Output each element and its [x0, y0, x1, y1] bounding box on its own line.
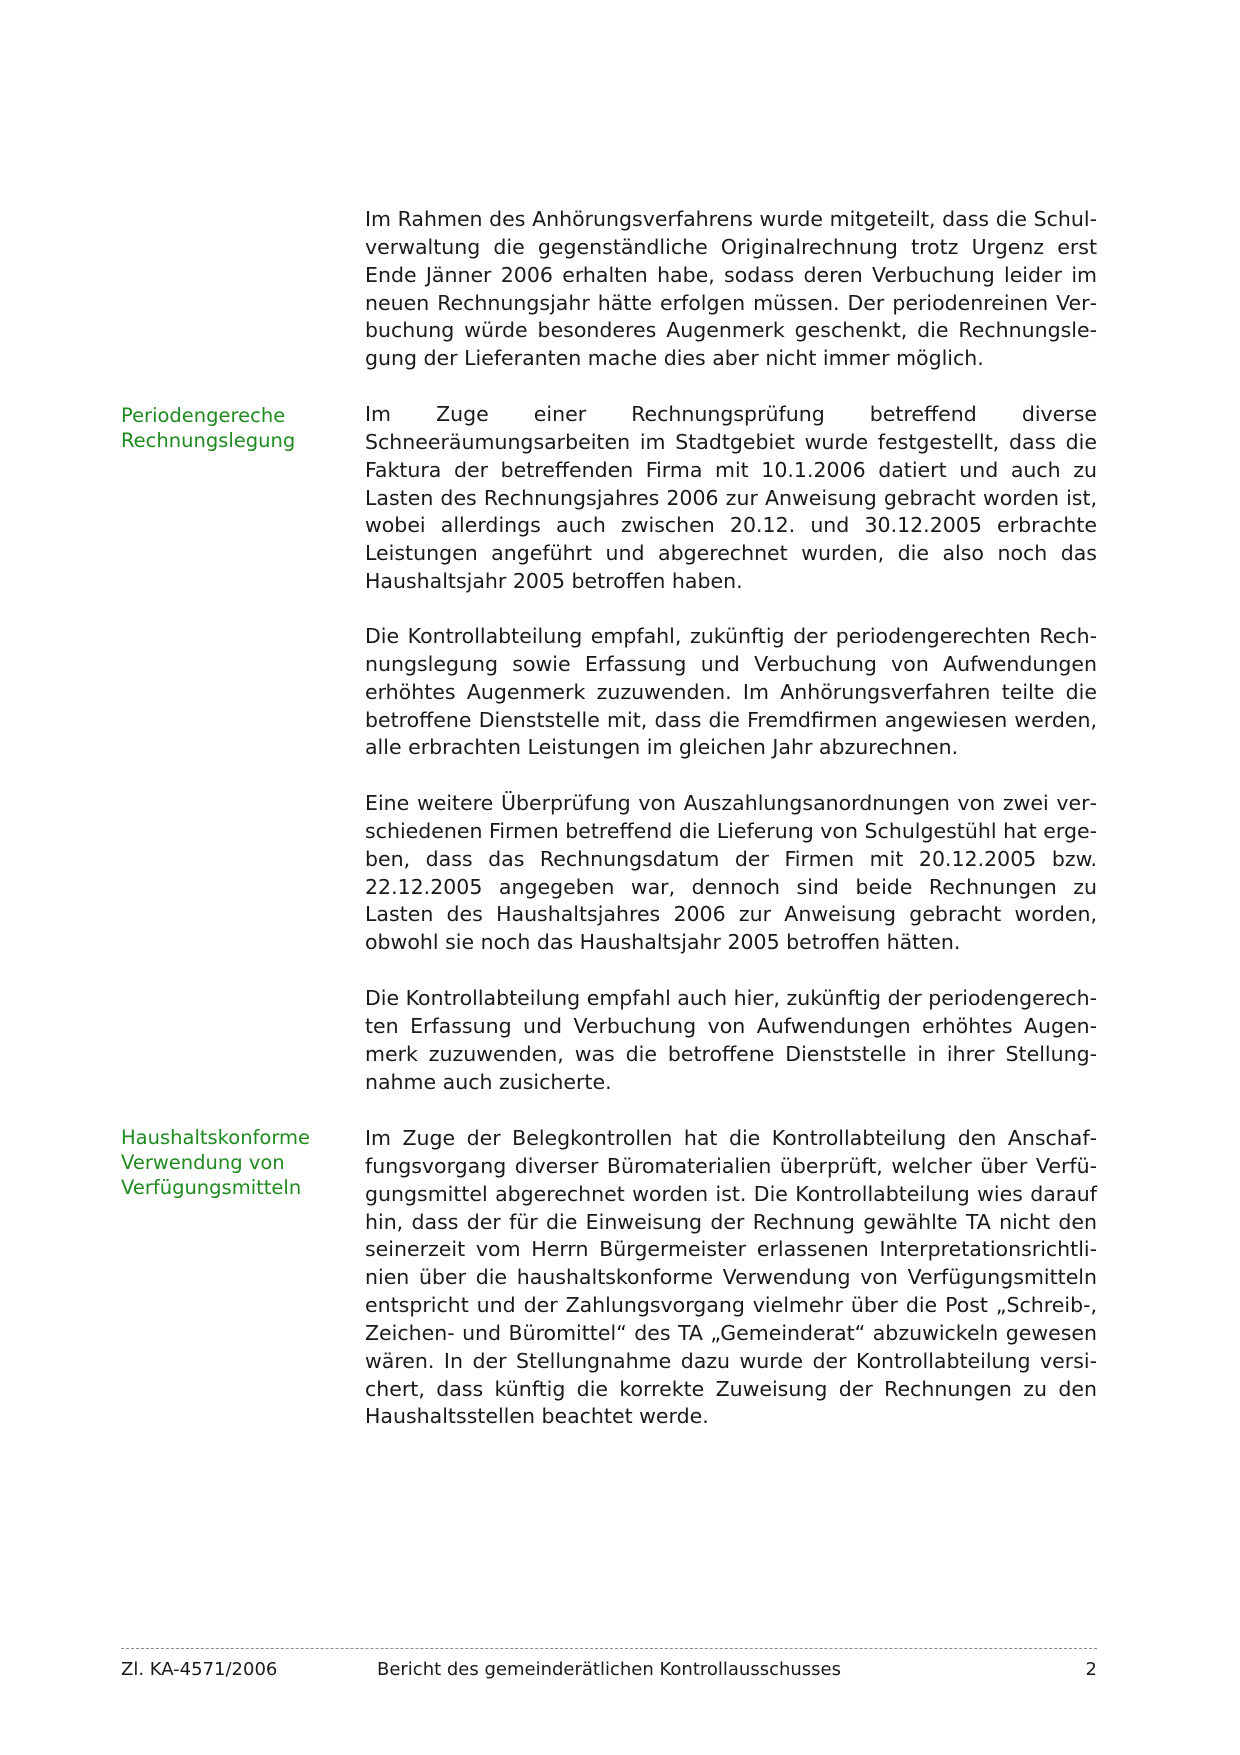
footer-page-number: 2	[1085, 1659, 1097, 1680]
side-note-line: Haushaltskonforme	[121, 1126, 311, 1149]
side-note-haushaltskonforme-verwendung	[121, 1125, 321, 1200]
side-note-line: Verwendung von	[121, 1151, 285, 1174]
footer-report-title: Bericht des gemeinderätlichen Kontrollausschusses	[376, 1659, 842, 1680]
paragraph-anhoerungsverfahren: Im Rahmen des Anhörungsverfahrens wurde mitgeteilt, dass die Schulverwaltung die gegenständliche Originalrechnung trotz Urgenz erst Ende Jänner 2006 erhalten habe, sodass deren Verbuchung leider im neuen Rechnungsjahr hätte erfolgen müssen. Der periodenreinen Verbuchung würde besonderes Augenmerk geschenkt, die Rechnungslegung der Lieferanten mache dies aber nicht immer möglich.	[365, 207, 1097, 371]
paragraph-empfehlung-erfassung: Die Kontrollabteilung empfahl auch hier, zukünftig der periodengerechten Erfassung und Verbuchung von Aufwendungen erhöhtes Augenmerk zuzuwenden, was die betroffene Dienststelle in ihrer Stellungnahme auch zusicherte.	[365, 986, 1097, 1094]
page-footer	[121, 1657, 1097, 1683]
side-note-line: Rechnungslegung	[121, 429, 296, 452]
side-note-line: Verfügungsmitteln	[121, 1176, 302, 1199]
side-note-line: Periodengereche	[121, 404, 286, 427]
side-note-periodengerechte-rechnungslegung	[121, 403, 321, 453]
footer-reference-number: Zl. KA-4571/2006	[121, 1659, 278, 1680]
paragraph-schulgestuehl: Eine weitere Überprüfung von Auszahlungsanordnungen von zwei verschiedenen Firmen betreffend die Lieferung von Schulgestühl hat ergeben, dass das Rechnungsdatum der Firmen mit 20.12.2005 bzw. 22.12.2005 angegeben war, dennoch sind beide Rechnungen zu Lasten des Haushaltsjahres 2006 zur Anweisung gebracht worden, obwohl sie noch das Haushaltsjahr 2005 betroffen hätten.	[365, 791, 1097, 955]
paragraph-schneeraeumung: Im Zuge einer Rechnungsprüfung betreffend diverse Schneeräumungsarbeiten im Stadtgebiet wurde festgestellt, dass die Faktura der betreffenden Firma mit 10.1.2006 datiert und auch zu Lasten des Rechnungsjahres 2006 zur Anweisung gebracht worden ist, wobei allerdings auch zwischen 20.12. und 30.12.2005 erbrachte Leistungen angeführt und abgerechnet wurden, die also noch das Haushaltsjahr 2005 betroffen haben.	[365, 402, 1097, 594]
paragraph-belegkontrollen: Im Zuge der Belegkontrollen hat die Kontrollabteilung den Anschaffungsvorgang diverser Büromaterialien überprüft, welcher über Verfügungsmittel abgerechnet worden ist. Die Kontrollabteilung wies darauf hin, dass der für die Einweisung der Rechnung gewählte TA nicht den seinerzeit vom Herrn Bürgermeister erlassenen Interpretationsrichtlinien über die haushaltskonforme Verwendung von Verfügungsmitteln entspricht und der Zahlungsvorgang vielmehr über die Post „Schreib-, Zeichen- und Büromittel“ des TA „Gemeinderat“ abzuwickeln gewesen wären. In der Stellungnahme dazu wurde der Kontrollabteilung versichert, dass künftig die korrekte Zuweisung der Rechnungen zu den Haushaltsstellen beachtet werde.	[365, 1126, 1097, 1429]
footer-divider	[121, 1648, 1097, 1649]
paragraph-empfehlung-periodengerecht: Die Kontrollabteilung empfahl, zukünftig der periodengerechten Rechnungslegung sowie Erfassung und Verbuchung von Aufwendungen erhöhtes Augenmerk zuzuwenden. Im Anhörungsverfahren teilte die betroffene Dienststelle mit, dass die Fremdfirmen angewiesen werden, alle erbrachten Leistungen im gleichen Jahr abzurechnen.	[365, 624, 1097, 760]
